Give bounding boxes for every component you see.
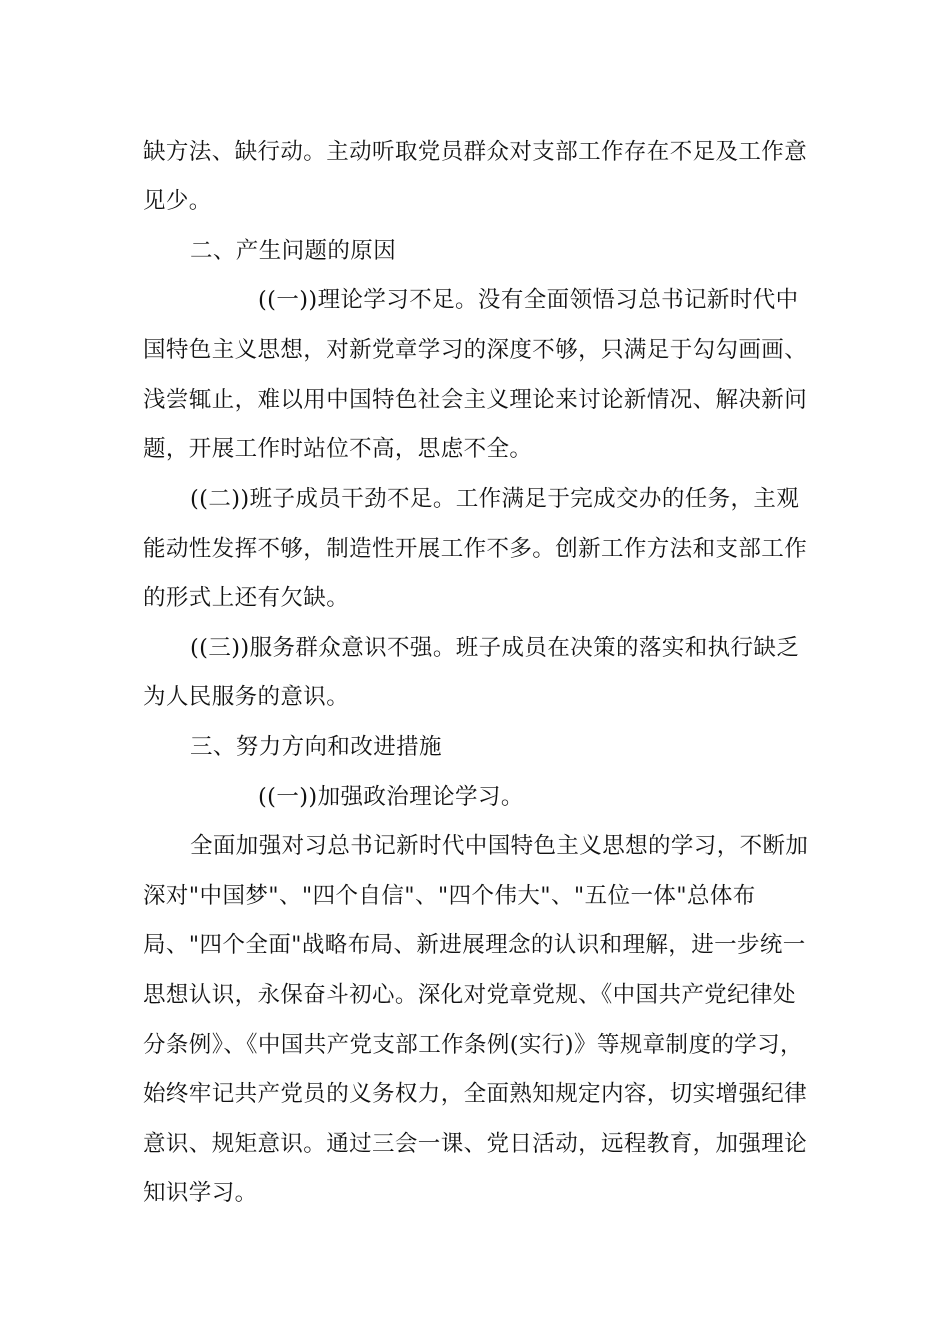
- subsection-line: ((一))理论学习不足。没有全面领悟习总书记新时代中: [258, 287, 799, 313]
- paragraph-line: 分条例》、《中国共产党支部工作条例(实行)》等规章制度的学习，: [143, 1032, 803, 1058]
- paragraph-line: 始终牢记共产党员的义务权力，全面熟知规定内容，切实增强纪律: [143, 1081, 808, 1107]
- paragraph-line: 深对"中国梦"、"四个自信"、"四个伟大"、"五位一体"总体布: [143, 883, 756, 909]
- subsection-heading: ((一))加强政治理论学习。: [258, 784, 524, 810]
- section-heading: 三、努力方向和改进措施: [190, 734, 442, 760]
- paragraph-line: 意识、规矩意识。通过三会一课、党日活动，远程教育，加强理论: [143, 1131, 808, 1157]
- subsection-line: ((二))班子成员干劲不足。工作满足于完成交办的任务，主观: [190, 486, 800, 512]
- paragraph-line: 题，开展工作时站位不高，思虑不全。: [143, 436, 533, 462]
- paragraph-line: 缺方法、缺行动。主动听取党员群众对支部工作存在不足及工作意: [143, 139, 808, 165]
- paragraph-line: 浅尝辄止，难以用中国特色社会主义理论来讨论新情况、解决新问: [143, 387, 808, 413]
- paragraph-line: 思想认识，永保奋斗初心。深化对党章党规、《中国共产党纪律处: [143, 982, 796, 1008]
- section-heading: 二、产生问题的原因: [190, 238, 397, 264]
- paragraph-line: 国特色主义思想，对新党章学习的深度不够，只满足于勾勾画画、: [143, 337, 808, 363]
- paragraph-line: 全面加强对习总书记新时代中国特色主义思想的学习，不断加: [190, 833, 809, 859]
- paragraph-line: 见少。: [143, 188, 212, 214]
- paragraph-line: 局、"四个全面"战略布局、新进展理念的认识和理解，进一步统一: [143, 932, 806, 958]
- subsection-line: ((三))服务群众意识不强。班子成员在决策的落实和执行缺乏: [190, 635, 800, 661]
- paragraph-line: 知识学习。: [143, 1180, 258, 1206]
- paragraph-line: 能动性发挥不够，制造性开展工作不多。创新工作方法和支部工作: [143, 536, 808, 562]
- paragraph-line: 的形式上还有欠缺。: [143, 585, 350, 611]
- paragraph-line: 为人民服务的意识。: [143, 684, 350, 710]
